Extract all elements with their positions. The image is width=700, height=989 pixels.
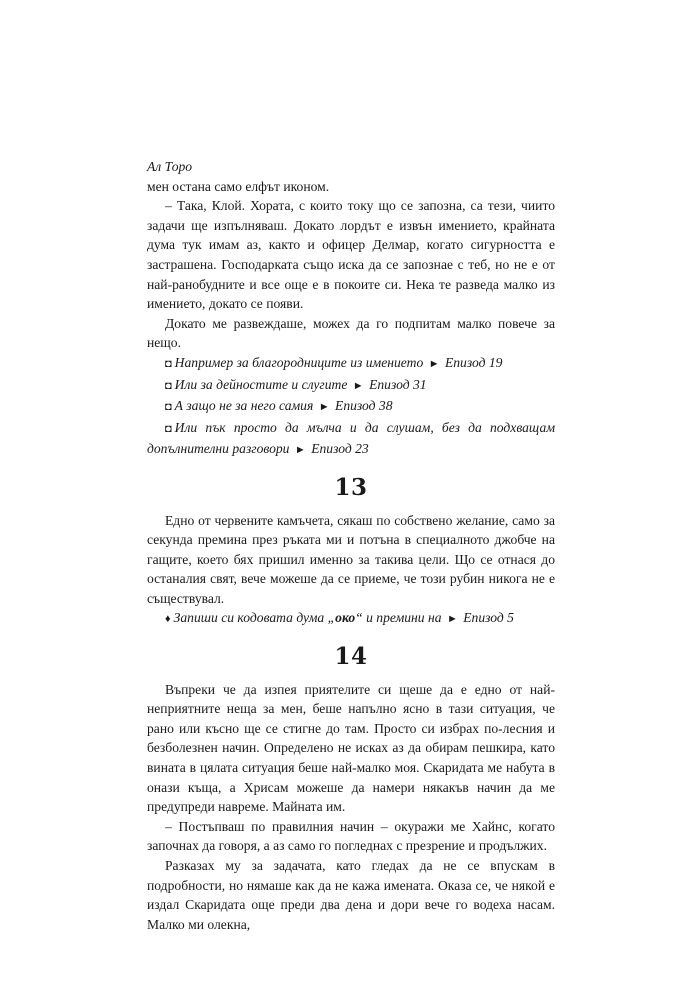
bullet-icon: ◘	[165, 401, 172, 414]
arrow-right-icon: ►	[428, 357, 440, 370]
episode-link[interactable]: Епизод 19	[444, 354, 503, 370]
choice-option[interactable]	[147, 353, 555, 375]
arrow-right-icon: ►	[352, 379, 364, 392]
episode-heading-14: 14	[334, 643, 368, 671]
instruction-text-end: “ и премини на	[355, 610, 442, 626]
instruction-line[interactable]	[147, 608, 555, 630]
bullet-icon: ◘	[165, 422, 172, 435]
choice-option[interactable]	[147, 396, 555, 418]
episode-link[interactable]: Епизод 23	[311, 441, 369, 457]
arrow-right-icon: ►	[318, 401, 330, 414]
page-content	[147, 157, 555, 934]
episode-link[interactable]: Епизод 31	[369, 376, 427, 392]
instruction-text: Запиши си кодовата дума „	[173, 610, 336, 626]
episode-heading-13: 13	[334, 473, 368, 501]
episode-link[interactable]: Епизод 5	[463, 610, 514, 626]
choice-text: Например за благородниците из имението	[174, 354, 424, 370]
diamond-icon: ♦	[165, 613, 171, 626]
choice-text: А защо не за него самия	[174, 398, 314, 414]
choice-text: Или пък просто да мълча и да слушам, без да подхващам допълнителни разговори	[147, 419, 555, 457]
code-word: око	[335, 610, 356, 626]
paragraph: Едно от червените камъчета, сякаш по собствено желание, само за секунда премина през ръката ми и потъна в специалното джобче на гащите, което бях пришил именно за такива цели. Що се отнася до останалия свят, вече можеше да се приеме, че този рубин никога не е съществувал.	[147, 512, 555, 606]
paragraph: Въпреки че да изпея приятелите си щеше да е едно от най-неприятните неща за мен, беше напълно ясно в тази ситуация, че рано или късно ще се стигне до там. Просто си избрах по-лесния и безболезнен начин. Определено не исках аз да обирам пешкира, като вината в цялата ситуация беше най-малко моя. Скаридата ме набута в онази къща, а Хрисам можеше да намери някакъв начин да ме предупреди навреме. Майната им.	[147, 681, 555, 815]
paragraph: Разказах му за задачата, като гледах да не се впускам в подробности, но нямаше как да не кажа имената. Оказа се, че някой е издал Скаридата още преди два дена и дори вече го водеха насам. Малко ми олекна,	[147, 858, 555, 932]
running-header: Ал Торо	[147, 159, 193, 174]
choice-option[interactable]	[147, 375, 555, 397]
bullet-icon: ◘	[165, 379, 172, 392]
paragraph: – Постъпваш по правилния начин – окуражи ме Хайнс, когато започнах да говоря, а аз само го погледнах с презрение и продължих.	[147, 818, 555, 854]
choice-text: Или за дейностите и слугите	[174, 376, 348, 392]
continuation-text: мен остана само елфът иконом.	[147, 178, 330, 194]
bullet-icon: ◘	[165, 357, 172, 370]
arrow-right-icon: ►	[294, 444, 306, 457]
episode-link[interactable]: Епизод 38	[335, 398, 393, 414]
arrow-right-icon: ►	[446, 613, 458, 626]
paragraph: Докато ме развеждаше, можех да го подпитам малко повече за нещо.	[147, 315, 555, 351]
paragraph: – Така, Клой. Хората, с които току що се запозна, са тези, чиито задачи ще изпълняваш. Докато лордът е извън имението, крайната дума тук имам аз, както и офицер Делмар, когато сигурността е застрашена. Господарката също иска да се запознае с теб, но не е от най-ранобудните и все още е в покоите си. Нека те разведа малко из имението, докато се появи.	[147, 198, 555, 312]
choice-option[interactable]	[147, 418, 555, 461]
